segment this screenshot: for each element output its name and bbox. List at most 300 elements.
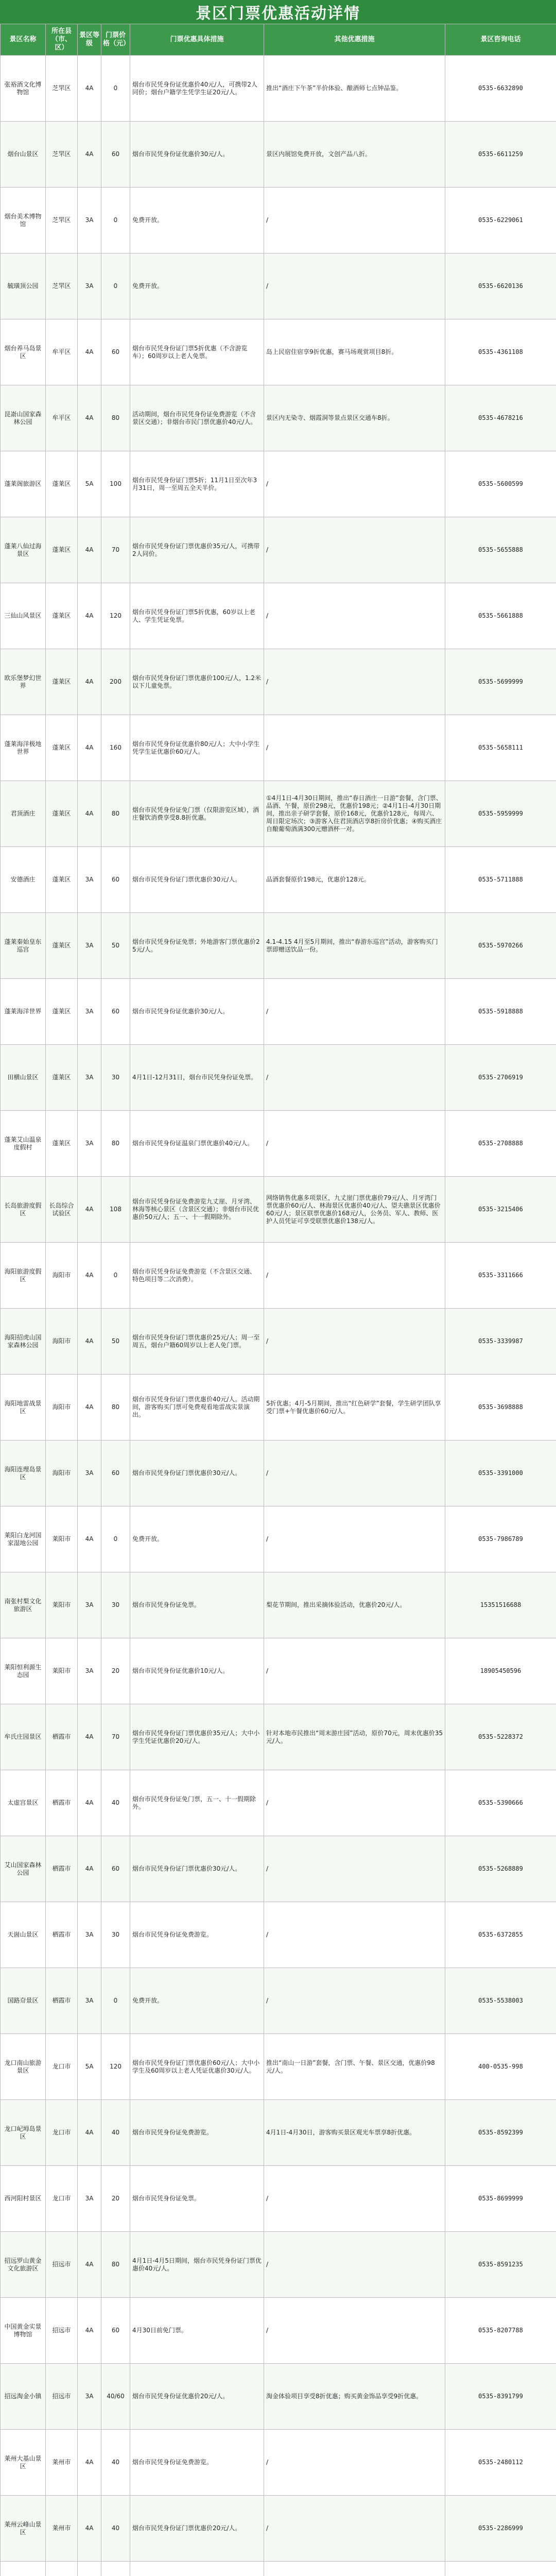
table-row [1, 517, 556, 583]
scenic-level-cell: 4A [78, 649, 101, 715]
scenic-level-cell: 3A [78, 253, 101, 319]
scenic-level-cell: 4A [78, 122, 101, 188]
scenic-name-cell: 君顶酒庄 [1, 781, 46, 847]
ticket-discount-table [0, 24, 556, 2576]
scenic-level-cell: 4A [78, 1506, 101, 1572]
district-cell: 莱阳市 [46, 1506, 78, 1572]
scenic-level-cell: 4A [78, 1770, 101, 1836]
scenic-level-cell: 4A [78, 715, 101, 781]
scenic-name-cell: 南张村梨文化旅游区 [1, 1572, 46, 1638]
scenic-level-cell: 4A [78, 517, 101, 583]
district-cell: 蓬莱区 [46, 913, 78, 979]
other-discount-cell: 网络销售优惠多项景区，九丈崖门票优惠价79元/人、月牙湾门票优惠价60元/人、林海景区优惠价40元/人、望夫礁景区优惠价60元/人；景区联票优惠价168元/人，公务员、军人、教师、医护人员凭证可享受联票优惠价138元/人。 [264, 1177, 445, 1243]
col-header-phone: 景区咨询电话 [445, 24, 556, 56]
base-price-cell [101, 2562, 130, 2576]
ticket-policy-cell [130, 2562, 264, 2576]
table-row [1, 385, 556, 451]
ticket-policy-cell: 烟台市民凭身份证门票5折优惠，60岁以上老人、学生凭证免票。 [130, 583, 264, 649]
ticket-policy-cell: 烟台市民凭身份证门票优惠价35元/人；大中小学生凭证优惠价20元/人。 [130, 1704, 264, 1770]
scenic-name-cell: 海阳旅游度假区 [1, 1243, 46, 1309]
contact-phone-cell: 0535-5711888 [445, 847, 556, 913]
contact-phone-cell: 0535-2480112 [445, 2430, 556, 2496]
contact-phone-cell: 0535-8207788 [445, 2298, 556, 2364]
ticket-policy-cell: 烟台市民凭身份证免费游览。 [130, 1902, 264, 1968]
table-row [1, 1704, 556, 1770]
ticket-policy-cell: 烟台市民凭身份证优惠价30元/人。 [130, 979, 264, 1045]
district-cell: 海阳市 [46, 1440, 78, 1506]
district-cell: 牟平区 [46, 319, 78, 385]
ticket-policy-cell: 免费开放。 [130, 1968, 264, 2034]
ticket-policy-cell: 烟台市民凭身份证优惠价40元/人，可携带2人同价；烟台户籍学生凭学生证20元/人。 [130, 56, 264, 122]
base-price-cell: 0 [101, 188, 130, 253]
table-row [1, 583, 556, 649]
ticket-policy-cell: 烟台市民凭身份证门票优惠价60元/人；大中小学生及60周岁以上老人凭证优惠价30元/人。 [130, 2034, 264, 2100]
table-row [1, 649, 556, 715]
scenic-name-cell: 艾山国家森林公园 [1, 1836, 46, 1902]
base-price-cell: 0 [101, 253, 130, 319]
scenic-name-cell: 龙口屺坶岛景区 [1, 2100, 46, 2166]
other-discount-cell: / [264, 2298, 445, 2364]
district-cell: 栖霞市 [46, 1902, 78, 1968]
ticket-policy-cell: 烟台市民凭身份证门票优惠价35元/人，可携带2人同价。 [130, 517, 264, 583]
scenic-level-cell: 3A [78, 1111, 101, 1177]
other-discount-cell: / [264, 1440, 445, 1506]
base-price-cell: 70 [101, 1704, 130, 1770]
scenic-name-cell: 莱州大基山景区 [1, 2430, 46, 2496]
district-cell: 芝罘区 [46, 253, 78, 319]
scenic-name-cell: 张裕酒文化博物馆 [1, 56, 46, 122]
contact-phone-cell: 0535-5538003 [445, 1968, 556, 2034]
ticket-policy-cell: 4月1日-4月5日期间，烟台市民凭身份证门票优惠价40元/人。 [130, 2232, 264, 2298]
base-price-cell: 120 [101, 2034, 130, 2100]
contact-phone-cell: 0535-6632890 [445, 56, 556, 122]
other-discount-cell: / [264, 583, 445, 649]
district-cell: 龙口市 [46, 2166, 78, 2232]
other-discount-cell: 4月1日-4月30日，游客购买景区观光车票享8折优惠。 [264, 2100, 445, 2166]
table-row [1, 1045, 556, 1111]
table-row [1, 1111, 556, 1177]
scenic-level-cell: 4A [78, 1177, 101, 1243]
scenic-level-cell: 4A [78, 56, 101, 122]
scenic-level-cell: 4A [78, 1243, 101, 1309]
table-row [1, 253, 556, 319]
scenic-name-cell: 三仙山风景区 [1, 583, 46, 649]
contact-phone-cell: 0535-2706919 [445, 1045, 556, 1111]
table-row [1, 188, 556, 253]
other-discount-cell: 品酒套餐原价198元，优惠价128元。 [264, 847, 445, 913]
col-header-policy: 门票优惠具体措施 [130, 24, 264, 56]
scenic-level-cell: 5A [78, 451, 101, 517]
other-discount-cell: / [264, 253, 445, 319]
table-row [1, 1902, 556, 1968]
scenic-name-cell: 天崮山景区 [1, 1902, 46, 1968]
contact-phone-cell: 0535-5390666 [445, 1770, 556, 1836]
table-row [1, 2298, 556, 2364]
base-price-cell: 0 [101, 1243, 130, 1309]
ticket-policy-cell: 烟台市民凭身份证门票优惠价40元/人。活动期间，游客购买门票可免费观看地雷战实景演出。 [130, 1375, 264, 1440]
scenic-level-cell: 3A [78, 1440, 101, 1506]
ticket-policy-cell: 烟台市民凭身份证门票优惠价30元/人。 [130, 1836, 264, 1902]
scenic-name-cell: 牟氏庄园景区 [1, 1704, 46, 1770]
scenic-level-cell: 3A [78, 1968, 101, 2034]
page-title: 景区门票优惠活动详情 [0, 0, 556, 24]
ticket-policy-cell: 烟台市民凭身份证免费游览（不含景区交通、特色项目等二次消费）。 [130, 1243, 264, 1309]
scenic-level-cell: 3A [78, 1638, 101, 1704]
base-price-cell: 80 [101, 1111, 130, 1177]
other-discount-cell: 推出“南山一日游”套餐，含门票、午餐、景区交通，优惠价98元/人。 [264, 2034, 445, 2100]
other-discount-cell: / [264, 2430, 445, 2496]
table-row [1, 1375, 556, 1440]
district-cell: 莱州市 [46, 2430, 78, 2496]
district-cell: 蓬莱区 [46, 979, 78, 1045]
base-price-cell: 60 [101, 2298, 130, 2364]
ticket-policy-cell: 烟台市民凭身份证温泉门票优惠价40元/人。 [130, 1111, 264, 1177]
ticket-policy-cell: 烟台市民凭身份证免票。 [130, 1572, 264, 1638]
other-discount-cell: / [264, 2166, 445, 2232]
contact-phone-cell: 0535-3339987 [445, 1309, 556, 1375]
scenic-level-cell: 4A [78, 1704, 101, 1770]
base-price-cell: 20 [101, 2166, 130, 2232]
contact-phone-cell: 0535-5655888 [445, 517, 556, 583]
table-row [1, 319, 556, 385]
district-cell: 招远市 [46, 2298, 78, 2364]
table-row [1, 1177, 556, 1243]
contact-phone-cell: 0535-6620136 [445, 253, 556, 319]
table-row [1, 1440, 556, 1506]
district-cell: 蓬莱区 [46, 715, 78, 781]
base-price-cell: 0 [101, 56, 130, 122]
district-cell: 莱州市 [46, 2496, 78, 2562]
table-row [1, 781, 556, 847]
base-price-cell: 30 [101, 1572, 130, 1638]
col-header-base-price: 门票价格（元） [101, 24, 130, 56]
table-row [1, 2364, 556, 2430]
table-row [1, 1638, 556, 1704]
contact-phone-cell: 0535-3698888 [445, 1375, 556, 1440]
contact-phone-cell: 0535-3311666 [445, 1243, 556, 1309]
scenic-level-cell [78, 2562, 101, 2576]
ticket-policy-cell: 烟台市民凭身份证免门票（仅限游览区域），酒庄餐饮消费享受8.8折优惠。 [130, 781, 264, 847]
table-row [1, 56, 556, 122]
table-row [1, 1836, 556, 1902]
other-discount-cell: / [264, 1506, 445, 1572]
scenic-name-cell: 田横山景区 [1, 1045, 46, 1111]
other-discount-cell: / [264, 715, 445, 781]
contact-phone-cell: 0535-5658111 [445, 715, 556, 781]
scenic-level-cell: 4A [78, 1375, 101, 1440]
ticket-policy-cell: 免费开放。 [130, 1506, 264, 1572]
scenic-name-cell: 欧乐堡梦幻世界 [1, 649, 46, 715]
ticket-policy-cell: 烟台市民凭身份证优惠价20元/人。 [130, 2364, 264, 2430]
scenic-level-cell: 4A [78, 2232, 101, 2298]
table-row [1, 2562, 556, 2576]
other-discount-cell: / [264, 1770, 445, 1836]
ticket-policy-cell: 烟台市民凭身份证免费游览九丈崖、月牙湾、林海等核心景区（含景区交通）；非烟台市民优惠价50元/人；五一、十一假期除外。 [130, 1177, 264, 1243]
table-row [1, 1572, 556, 1638]
scenic-name-cell: 蓬莱艾山温泉度假村 [1, 1111, 46, 1177]
base-price-cell: 20 [101, 1638, 130, 1704]
district-cell: 蓬莱区 [46, 649, 78, 715]
table-row [1, 451, 556, 517]
district-cell: 蓬莱区 [46, 583, 78, 649]
contact-phone-cell: 0535-6229061 [445, 188, 556, 253]
scenic-name-cell: 莱阳恒利源生态园 [1, 1638, 46, 1704]
table-row [1, 1243, 556, 1309]
scenic-name-cell: 蓬莱海洋极地世界 [1, 715, 46, 781]
scenic-name-cell: 烟台养马岛景区 [1, 319, 46, 385]
ticket-policy-cell: 免费开放。 [130, 188, 264, 253]
scenic-level-cell: 4A [78, 583, 101, 649]
ticket-policy-cell: 4月30日前免门票。 [130, 2298, 264, 2364]
district-cell: 蓬莱区 [46, 451, 78, 517]
col-header-other: 其他优惠措施 [264, 24, 445, 56]
ticket-policy-cell: 烟台市民凭身份证优惠价80元/人；大中小学生凭学生证优惠价60元/人。 [130, 715, 264, 781]
base-price-cell: 80 [101, 2232, 130, 2298]
table-row [1, 2430, 556, 2496]
base-price-cell: 70 [101, 517, 130, 583]
other-discount-cell: 4.1-4.15 4月至5月期间，推出“春游东巡宫”活动，游客购买门票即赠送饮品一份。 [264, 913, 445, 979]
base-price-cell: 50 [101, 913, 130, 979]
ticket-policy-cell: 烟台市民凭身份证优惠价30元/人。 [130, 122, 264, 188]
base-price-cell: 80 [101, 1375, 130, 1440]
ticket-policy-cell: 烟台市民凭身份证门票5折优惠（不含游览车）；60周岁以上老人免票。 [130, 319, 264, 385]
base-price-cell: 60 [101, 1836, 130, 1902]
district-cell: 芝罘区 [46, 56, 78, 122]
contact-phone-cell: 0535-3215406 [445, 1177, 556, 1243]
table-row [1, 2034, 556, 2100]
scenic-level-cell: 5A [78, 2034, 101, 2100]
base-price-cell: 40 [101, 2430, 130, 2496]
other-discount-cell: / [264, 1243, 445, 1309]
ticket-policy-cell: 烟台市民凭身份证免费游览。 [130, 2430, 264, 2496]
scenic-level-cell: 4A [78, 1309, 101, 1375]
contact-phone-cell [445, 2562, 556, 2576]
scenic-name-cell: 国路夼景区 [1, 1968, 46, 2034]
district-cell: 牟平区 [46, 385, 78, 451]
ticket-policy-cell: 烟台市民凭身份证门票优惠价100元/人，1.2米以下儿童免票。 [130, 649, 264, 715]
ticket-policy-cell: 烟台市民凭身份证免费游览。 [130, 2100, 264, 2166]
scenic-name-cell: 中国黄金实景博物馆 [1, 2298, 46, 2364]
ticket-policy-cell: 活动期间，烟台市民凭身份证免费游览（不含景区交通）；非烟台市民门票优惠价40元/人。 [130, 385, 264, 451]
scenic-name-cell: 烟台美术博物馆 [1, 188, 46, 253]
contact-phone-cell: 0535-5600599 [445, 451, 556, 517]
table-row [1, 2166, 556, 2232]
contact-phone-cell: 0535-6372855 [445, 1902, 556, 1968]
other-discount-cell: ①4月1日-4月30日期间，推出“春日酒庄一日游”套餐，含门票、品酒、午餐，原价298元，优惠价198元；②4月1日-4月30日期间，推出亲子研学套餐，原价168元，优惠价128元，每周六、周日限定场次；③游客入住君顶酒店享8折房价优惠；④购买酒庄自酿葡萄酒满300元赠酒杯一对。 [264, 781, 445, 847]
scenic-name-cell: 莱州云峰山景区 [1, 2496, 46, 2562]
table-row [1, 2100, 556, 2166]
other-discount-cell: / [264, 1111, 445, 1177]
district-cell: 蓬莱区 [46, 847, 78, 913]
scenic-level-cell: 4A [78, 2100, 101, 2166]
contact-phone-cell: 15351516688 [445, 1572, 556, 1638]
scenic-level-cell: 4A [78, 1836, 101, 1902]
table-row [1, 979, 556, 1045]
other-discount-cell: / [264, 1638, 445, 1704]
base-price-cell: 100 [101, 451, 130, 517]
scenic-name-cell: 太虚宫景区 [1, 1770, 46, 1836]
district-cell: 龙口市 [46, 2100, 78, 2166]
other-discount-cell: 淘金体验项目享受8折优惠；购买黄金饰品享受9折优惠。 [264, 2364, 445, 2430]
district-cell: 蓬莱区 [46, 1045, 78, 1111]
contact-phone-cell: 0535-5918888 [445, 979, 556, 1045]
table-row [1, 913, 556, 979]
contact-phone-cell: 0535-8592399 [445, 2100, 556, 2166]
base-price-cell: 60 [101, 847, 130, 913]
contact-phone-cell: 0535-2708888 [445, 1111, 556, 1177]
table-body [1, 56, 556, 2576]
other-discount-cell: / [264, 2232, 445, 2298]
district-cell: 蓬莱区 [46, 517, 78, 583]
other-discount-cell: / [264, 2496, 445, 2562]
table-row [1, 2496, 556, 2562]
base-price-cell: 60 [101, 319, 130, 385]
district-cell: 招远市 [46, 2364, 78, 2430]
ticket-policy-cell: 4月1日-12月31日，烟台市民凭身份证免票。 [130, 1045, 264, 1111]
scenic-level-cell: 4A [78, 2430, 101, 2496]
contact-phone-cell: 0535-5661888 [445, 583, 556, 649]
district-cell: 蓬莱区 [46, 781, 78, 847]
scenic-name-cell: 昆嵛山国家森林公园 [1, 385, 46, 451]
contact-phone-cell: 0535-8391799 [445, 2364, 556, 2430]
district-cell: 栖霞市 [46, 1770, 78, 1836]
scenic-level-cell: 4A [78, 2298, 101, 2364]
district-cell: 长岛综合试验区 [46, 1177, 78, 1243]
district-cell: 招远市 [46, 2232, 78, 2298]
contact-phone-cell: 0535-4678216 [445, 385, 556, 451]
other-discount-cell: 梨花节期间，推出采摘体验活动，优惠价20元/人。 [264, 1572, 445, 1638]
table-row [1, 847, 556, 913]
base-price-cell: 60 [101, 122, 130, 188]
ticket-policy-cell: 烟台市民凭身份证门票优惠价30元/人。 [130, 847, 264, 913]
district-cell: 莱阳市 [46, 1638, 78, 1704]
contact-phone-cell: 0535-5959999 [445, 781, 556, 847]
district-cell: 莱阳市 [46, 1572, 78, 1638]
scenic-level-cell: 4A [78, 385, 101, 451]
base-price-cell: 40 [101, 2100, 130, 2166]
base-price-cell: 40 [101, 1770, 130, 1836]
base-price-cell: 80 [101, 781, 130, 847]
other-discount-cell [264, 2562, 445, 2576]
base-price-cell: 0 [101, 1968, 130, 2034]
base-price-cell: 30 [101, 1045, 130, 1111]
other-discount-cell: / [264, 1309, 445, 1375]
scenic-name-cell: 龙口南山旅游景区 [1, 2034, 46, 2100]
scenic-level-cell: 3A [78, 1045, 101, 1111]
scenic-level-cell: 3A [78, 913, 101, 979]
base-price-cell: 40 [101, 2496, 130, 2562]
ticket-policy-cell: 烟台市民凭身份证免门票，五一、十一假期除外。 [130, 1770, 264, 1836]
district-cell: 蓬莱区 [46, 1111, 78, 1177]
other-discount-cell: / [264, 188, 445, 253]
district-cell: 栖霞市 [46, 1836, 78, 1902]
scenic-name-cell: 海阳连理岛景区 [1, 1440, 46, 1506]
scenic-name-cell: 招远罗山黄金文化旅游区 [1, 2232, 46, 2298]
other-discount-cell: / [264, 649, 445, 715]
base-price-cell: 40/60 [101, 2364, 130, 2430]
scenic-name-cell: 长岛旅游度假区 [1, 1177, 46, 1243]
other-discount-cell: / [264, 1045, 445, 1111]
scenic-name-cell: 毓璜顶公园 [1, 253, 46, 319]
ticket-policy-cell: 烟台市民凭身份证免票。 [130, 2166, 264, 2232]
ticket-policy-cell: 烟台市民凭身份证门票5折；11月1日至次年3月31日，周一至周五全天半价。 [130, 451, 264, 517]
scenic-name-cell: 蓬莱阁旅游区 [1, 451, 46, 517]
base-price-cell: 108 [101, 1177, 130, 1243]
ticket-policy-cell: 烟台市民凭身份证门票优惠价20元/人。 [130, 2496, 264, 2562]
scenic-level-cell: 3A [78, 1902, 101, 1968]
table-row [1, 1309, 556, 1375]
base-price-cell: 0 [101, 1506, 130, 1572]
base-price-cell: 120 [101, 583, 130, 649]
contact-phone-cell: 0535-8591235 [445, 2232, 556, 2298]
ticket-policy-cell: 免费开放。 [130, 253, 264, 319]
ticket-policy-cell: 烟台市民凭身份证门票优惠价25元/人；周一至周五，烟台户籍60周岁以上老人免门票。 [130, 1309, 264, 1375]
base-price-cell: 160 [101, 715, 130, 781]
base-price-cell: 60 [101, 979, 130, 1045]
district-cell: 芝罘区 [46, 122, 78, 188]
scenic-name-cell: 蓬莱秦始皇东巡宫 [1, 913, 46, 979]
other-discount-cell: 岛上民宿住宿享9折优惠，赛马场观赏项目8折。 [264, 319, 445, 385]
scenic-name-cell: 莱阳白龙河国家湿地公园 [1, 1506, 46, 1572]
scenic-level-cell: 3A [78, 847, 101, 913]
col-header-area: 所在县（市、区） [46, 24, 78, 56]
contact-phone-cell: 0535-5228372 [445, 1704, 556, 1770]
table-row [1, 1506, 556, 1572]
other-discount-cell: 推出“酒庄下午茶”半价体验、酿酒师七点钟品鉴。 [264, 56, 445, 122]
district-cell: 栖霞市 [46, 1968, 78, 2034]
scenic-level-cell: 3A [78, 1572, 101, 1638]
base-price-cell: 60 [101, 1440, 130, 1506]
other-discount-cell: 景区内无染寺、烟霞洞等景点景区交通车8折。 [264, 385, 445, 451]
contact-phone-cell: 0535-5268889 [445, 1836, 556, 1902]
contact-phone-cell: 400-0535-998 [445, 2034, 556, 2100]
table-row [1, 715, 556, 781]
ticket-policy-cell: 烟台市民凭身份证优惠价10元/人。 [130, 1638, 264, 1704]
scenic-name-cell: 西河阳村景区 [1, 2166, 46, 2232]
other-discount-cell: / [264, 451, 445, 517]
scenic-name-cell: 招远淘金小镇 [1, 2364, 46, 2430]
table-row [1, 1968, 556, 2034]
col-header-level: 景区等级 [78, 24, 101, 56]
other-discount-cell: 景区内展馆免费开放，文创产品八折。 [264, 122, 445, 188]
other-discount-cell: / [264, 1836, 445, 1902]
base-price-cell: 80 [101, 385, 130, 451]
district-cell: 海阳市 [46, 1309, 78, 1375]
table-row [1, 122, 556, 188]
scenic-name-cell: 海阳地雷战景区 [1, 1375, 46, 1440]
contact-phone-cell: 0535-5970266 [445, 913, 556, 979]
district-cell [46, 2562, 78, 2576]
district-cell: 栖霞市 [46, 1704, 78, 1770]
scenic-name-cell [1, 2562, 46, 2576]
scenic-name-cell: 安德酒庄 [1, 847, 46, 913]
table-header-row [1, 24, 556, 56]
table-row [1, 1770, 556, 1836]
district-cell: 海阳市 [46, 1243, 78, 1309]
ticket-policy-cell: 烟台市民凭身份证门票优惠价30元/人。 [130, 1440, 264, 1506]
district-cell: 芝罘区 [46, 188, 78, 253]
other-discount-cell: 5折优惠；4月-5月期间，推出“红色研学”套餐，学生研学团队享受门票+午餐优惠价60元/人。 [264, 1375, 445, 1440]
col-header-name: 景区名称 [1, 24, 46, 56]
scenic-name-cell: 烟台山景区 [1, 122, 46, 188]
scenic-name-cell: 蓬莱八仙过海景区 [1, 517, 46, 583]
base-price-cell: 50 [101, 1309, 130, 1375]
scenic-level-cell: 3A [78, 188, 101, 253]
ticket-policy-cell: 烟台市民凭身份证免票；外地游客门票优惠价25元/人。 [130, 913, 264, 979]
scenic-name-cell: 海阳招虎山国家森林公园 [1, 1309, 46, 1375]
other-discount-cell: / [264, 1902, 445, 1968]
contact-phone-cell: 0535-6611259 [445, 122, 556, 188]
